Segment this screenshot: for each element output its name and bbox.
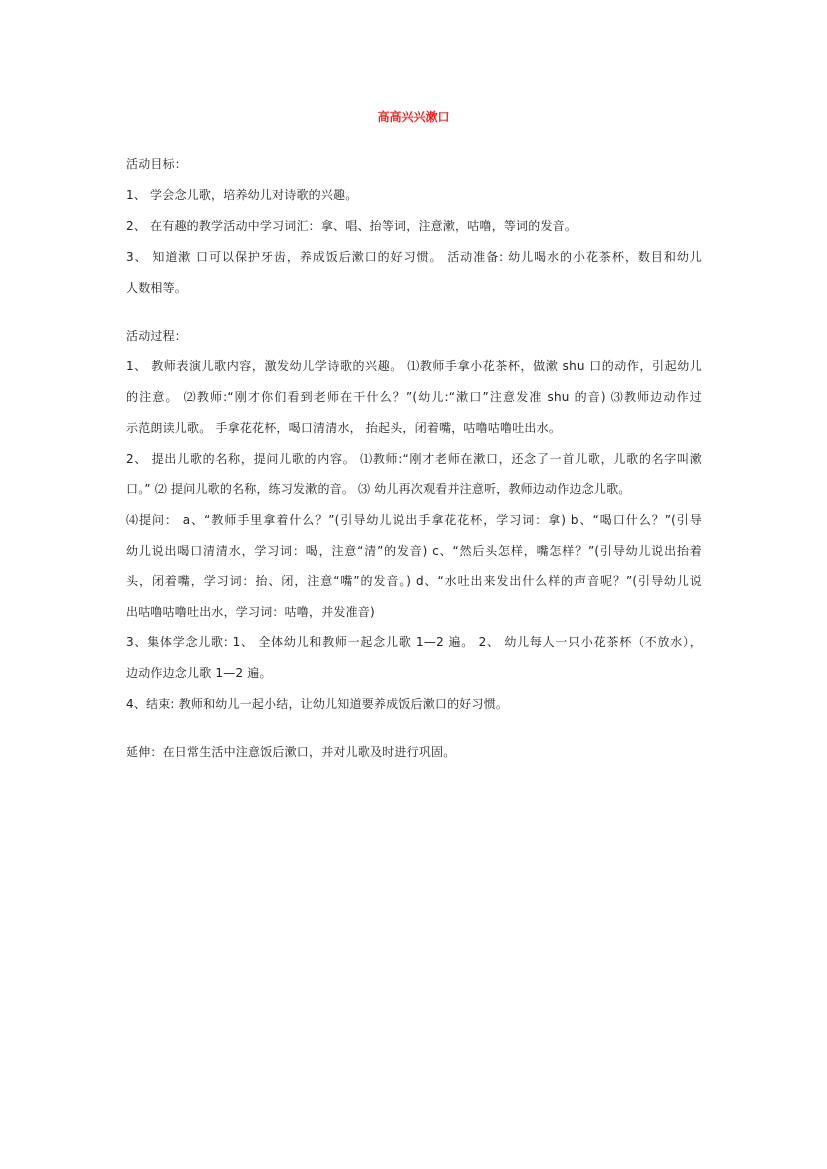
process-line: 边动作边念儿歌 1—2 遍。 [126,666,272,680]
process-line: ⑷提问： a、“教师手里拿着什么？”(引导幼儿说出手拿花花杯，学习词：拿) b、“喝口什么？”(引导 [126,513,702,527]
process-line: 1、 教师表演儿歌内容，激发幼儿学诗歌的兴趣。 ⑴教师手拿小花茶杯，做漱 shu 口的动作，引起幼儿 [126,359,702,373]
process-line: 口。” ⑵ 提问儿歌的名称，练习发漱的音。 ⑶ 幼儿再次观看并注意听，教师边动作边念儿歌。 [126,482,631,496]
process-heading: 活动过程： [126,329,188,343]
process-line: 2、 提出儿歌的名称，提问儿歌的内容。 ⑴教师:“刚才老师在漱口，还念了一首儿歌，儿歌的名字叫漱 [126,452,702,466]
goal-line: 1、 学会念儿歌，培养幼儿对诗歌的兴趣。 [126,188,358,202]
document-title: 高高兴兴漱口 [377,110,450,124]
goal-line: 2、 在有趣的教学活动中学习词汇：拿、唱、抬等词，注意漱，咕噜，等词的发音。 [126,219,578,233]
process-line: 头，闭着嘴，学习词：抬、闭，注意“嘴”的发音。) d、“水吐出来发出什么样的声音呢？”(引导幼儿说 [126,574,702,588]
goals-heading: 活动目标： [126,157,188,171]
process-line: 示范朗读儿歌。 手拿花花杯，喝口清清水， 抬起头，闭着嘴，咕噜咕噜吐出水。 [126,421,562,435]
process-line: 幼儿说出喝口清清水，学习词：喝，注意“清”的发音) c、“然后头怎样，嘴怎样？”(引导幼儿说出抬着 [126,544,702,558]
process-line: 出咕噜咕噜吐出水，学习词：咕噜，并发准音) [126,605,375,619]
process-line: 的注意。 ⑵教师:“刚才你们看到老师在干什么？”(幼儿:“漱口”注意发准 shu 的音) ⑶教师边动作过 [126,390,702,404]
goal-line: 3、 知道漱 口可以保护牙齿，养成饭后漱口的好习惯。 活动准备: 幼儿喝水的小花茶杯，数目和幼儿 [126,250,702,264]
extension-line: 延伸：在日常生活中注意饭后漱口，并对儿歌及时进行巩固。 [126,745,456,759]
goal-line: 人数相等。 [126,281,188,295]
process-line: 3、集体学念儿歌: 1、 全体幼儿和教师一起念儿歌 1—2 遍。 2、 幼儿每人一只小花茶杯（不放水）， [126,635,702,649]
process-line: 4、结束: 教师和幼儿一起小结，让幼儿知道要养成饭后漱口的好习惯。 [126,697,509,711]
